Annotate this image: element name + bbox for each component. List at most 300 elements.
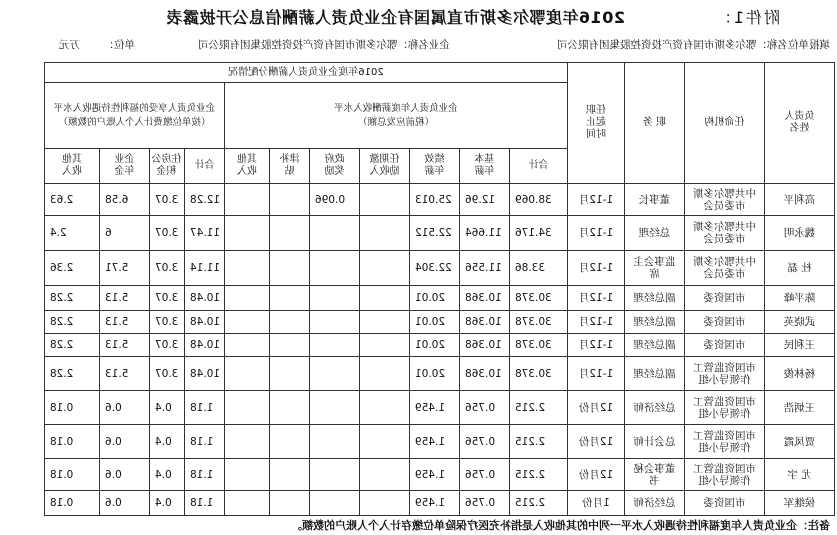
cell-value: 3.07	[155, 193, 179, 206]
cell-name	[765, 216, 835, 251]
cell-welfare-other	[44, 251, 99, 286]
cell-salary-total	[510, 251, 568, 286]
cell-welfare-other	[44, 491, 99, 516]
cell-position	[625, 184, 685, 216]
cell-name	[765, 391, 835, 425]
cell-performance-salary	[410, 459, 460, 491]
cell-salary-other	[225, 391, 270, 425]
footnote: 备注：企业负责人年度福利性待遇收入水平一列中的其他收入是指补充医疗保险单位缴存计入个人账户的数额。	[291, 519, 830, 532]
cell-annuity	[100, 286, 150, 311]
cell-tenure-incentive	[360, 251, 410, 286]
cell-performance-salary	[410, 286, 460, 311]
header-salary-total: 合计	[510, 149, 568, 184]
cell-value: 11.14	[190, 262, 221, 274]
cell-value: 12月份	[578, 401, 614, 414]
cell-performance-salary	[410, 334, 460, 357]
cell-value: 10.368	[465, 316, 502, 328]
cell-annuity	[100, 184, 150, 216]
header-housing-fund: 住房公积金	[150, 149, 185, 184]
table-row	[44, 391, 834, 425]
cell-value: 3.07	[155, 367, 179, 380]
cell-value: 5.13	[105, 292, 129, 304]
cell-value: 总会计师	[633, 435, 676, 448]
cell-welfare-other	[44, 184, 99, 216]
cell-value: 市国资监管工作领导小组	[693, 462, 757, 487]
table-row	[44, 286, 834, 311]
cell-value: 监事会主席	[633, 256, 676, 280]
cell-value: 2.36	[49, 262, 74, 274]
cell-term	[568, 425, 625, 459]
cell-welfare-total	[185, 391, 225, 425]
cell-value: 副总经理	[633, 316, 676, 328]
cell-gov-award	[310, 311, 360, 334]
cell-term	[568, 311, 625, 334]
cell-value: 3.07	[155, 316, 179, 328]
cell-salary-other	[225, 251, 270, 286]
cell-name	[765, 184, 835, 216]
cell-value: 总经济师	[633, 497, 676, 509]
header-row	[44, 63, 834, 83]
cell-value: 市国资委	[703, 339, 746, 351]
cell-value: 2.63	[49, 193, 74, 206]
page-title: 2016年度鄂尔多斯市直属国有企业负责人薪酬信息公开披露表	[165, 8, 625, 27]
cell-salary-other	[225, 216, 270, 251]
cell-tenure-incentive	[360, 391, 410, 425]
header-welfare-group	[44, 83, 224, 149]
cell-value: 11.47	[190, 227, 221, 239]
cell-value: 副总经理	[633, 339, 676, 351]
cell-welfare-other	[44, 391, 99, 425]
table-row	[44, 357, 834, 391]
cell-value: 0.18	[49, 401, 74, 414]
unit-label: 单位：	[103, 39, 135, 51]
cell-value: 3.07	[155, 262, 179, 274]
cell-value: 中共鄂尔多斯市委员会	[693, 221, 757, 245]
cell-term	[568, 491, 625, 516]
cell-value: 1-12月	[578, 316, 614, 328]
cell-name	[765, 311, 835, 334]
cell-tenure-incentive	[360, 459, 410, 491]
cell-name	[765, 491, 835, 516]
cell-name	[765, 357, 835, 391]
cell-appointing-body	[685, 184, 765, 216]
header-welfare-other: 其他收入	[44, 149, 99, 184]
cell-annuity	[100, 251, 150, 286]
cell-value: 董事会秘书	[633, 462, 676, 487]
header-name: 负责人姓名	[765, 63, 835, 184]
cell-housing-fund	[150, 459, 185, 491]
cell-salary-total	[510, 311, 568, 334]
cell-position	[625, 286, 685, 311]
table-row	[44, 251, 834, 286]
cell-annuity	[100, 334, 150, 357]
welfare-group-note: （按单位缴费计入个人账户的数额）	[58, 116, 211, 128]
cell-base-salary	[460, 311, 510, 334]
cell-value: 杨林俊	[783, 367, 816, 380]
cell-salary-total	[510, 286, 568, 311]
cell-annuity	[100, 425, 150, 459]
cell-value: 1-12月	[578, 367, 614, 380]
header-performance-salary: 绩效年薪	[410, 149, 460, 184]
cell-allowance	[270, 459, 310, 491]
cell-value: 1-12月	[578, 262, 614, 274]
cell-value: 总经理	[638, 227, 671, 239]
cell-value: 10.368	[465, 367, 502, 380]
cell-performance-salary	[410, 184, 460, 216]
cell-allowance	[270, 491, 310, 516]
header-tenure-incentive: 任期激励收入	[360, 149, 410, 184]
cell-position	[625, 491, 685, 516]
cell-base-salary	[460, 491, 510, 516]
cell-value: 1-12月	[578, 292, 614, 304]
cell-value: 20.01	[415, 316, 446, 328]
salary-group-note: （税前应发总额）	[358, 116, 435, 128]
cell-welfare-other	[44, 459, 99, 491]
table-row	[44, 425, 834, 459]
cell-value: 0.6	[105, 497, 122, 509]
cell-performance-salary	[410, 391, 460, 425]
table-row	[44, 311, 834, 334]
cell-value: 0.18	[49, 468, 74, 481]
cell-value: 1-12月	[578, 227, 614, 239]
cell-gov-award	[310, 184, 360, 216]
cell-value: 市国资委	[703, 316, 746, 328]
cell-salary-other	[225, 334, 270, 357]
cell-performance-salary	[410, 357, 460, 391]
header-position: 职 务	[625, 63, 685, 184]
cell-tenure-incentive	[360, 216, 410, 251]
cell-welfare-other	[44, 425, 99, 459]
header-distribution: 2016年度企业负责人薪酬分配情况	[44, 63, 567, 83]
cell-term	[568, 459, 625, 491]
cell-salary-other	[225, 491, 270, 516]
cell-salary-other	[225, 459, 270, 491]
cell-term	[568, 216, 625, 251]
cell-salary-other	[225, 357, 270, 391]
cell-allowance	[270, 286, 310, 311]
cell-tenure-incentive	[360, 491, 410, 516]
cell-value: 0.756	[465, 401, 496, 414]
cell-value: 6	[105, 227, 112, 239]
cell-housing-fund	[150, 334, 185, 357]
cell-value: 市国资委	[703, 292, 746, 304]
cell-value: 1-12月	[578, 339, 614, 351]
cell-name	[765, 334, 835, 357]
cell-housing-fund	[150, 184, 185, 216]
cell-salary-other	[225, 311, 270, 334]
cell-position	[625, 251, 685, 286]
cell-value: 22.512	[415, 227, 452, 239]
cell-value: 1月份	[582, 497, 610, 509]
cell-gov-award	[310, 357, 360, 391]
cell-value: 3.07	[155, 227, 179, 239]
cell-value: 11.664	[465, 227, 502, 239]
cell-value: 杜 磊	[787, 262, 812, 274]
cell-gov-award	[310, 286, 360, 311]
cell-position	[625, 216, 685, 251]
cell-appointing-body	[685, 391, 765, 425]
cell-value: 0.756	[465, 435, 496, 448]
cell-housing-fund	[150, 391, 185, 425]
cell-value: 30.378	[515, 292, 552, 304]
cell-annuity	[100, 491, 150, 516]
cell-housing-fund	[150, 357, 185, 391]
cell-performance-salary	[410, 425, 460, 459]
header-appointing-body: 任命机构	[685, 63, 765, 184]
cell-value: 30.378	[515, 339, 552, 351]
cell-name	[765, 459, 835, 491]
cell-housing-fund	[150, 286, 185, 311]
cell-value: 20.01	[415, 367, 446, 380]
table-row	[44, 459, 834, 491]
cell-housing-fund	[150, 425, 185, 459]
cell-value: 副总经理	[633, 367, 676, 380]
cell-gov-award	[310, 425, 360, 459]
cell-value: 2.215	[515, 401, 546, 414]
cell-value: 0.4	[155, 435, 172, 448]
cell-term	[568, 286, 625, 311]
cell-value: 魏永明	[783, 227, 816, 239]
cell-performance-salary	[410, 491, 460, 516]
cell-value: 10.48	[190, 339, 221, 351]
cell-value: 王利民	[783, 339, 816, 351]
header-term: 任职起止时间	[568, 63, 625, 184]
unit-value: 万元	[59, 39, 80, 51]
cell-tenure-incentive	[360, 184, 410, 216]
cell-value: 0.18	[49, 497, 74, 509]
cell-welfare-other	[44, 357, 99, 391]
header-allowance: 津补贴	[270, 149, 310, 184]
cell-salary-total	[510, 459, 568, 491]
cell-position	[625, 357, 685, 391]
cell-base-salary	[460, 459, 510, 491]
cell-annuity	[100, 459, 150, 491]
cell-value: 市国资监管工作领导小组	[693, 395, 757, 420]
table-body	[44, 184, 834, 516]
cell-annuity	[100, 391, 150, 425]
cell-appointing-body	[685, 216, 765, 251]
cell-welfare-total	[185, 334, 225, 357]
welfare-group-title: 企业负责人享受的福利性待遇收入水平	[53, 102, 216, 114]
header-salary-other: 其他收入	[225, 149, 270, 184]
cell-value: 2.4	[49, 227, 67, 239]
cell-gov-award	[310, 459, 360, 491]
cell-value: 30.378	[515, 367, 552, 380]
cell-value: 33.86	[515, 262, 546, 274]
cell-performance-salary	[410, 251, 460, 286]
cell-position	[625, 334, 685, 357]
cell-salary-other	[225, 425, 270, 459]
cell-value: 1-12月	[578, 193, 614, 206]
cell-value: 侯继军	[783, 497, 816, 509]
cell-value: 10.368	[465, 292, 502, 304]
cell-tenure-incentive	[360, 334, 410, 357]
cell-annuity	[100, 357, 150, 391]
reporting-unit: 填报单位名称：鄂尔多斯市国有资产投资控股集团有限公司	[557, 39, 830, 51]
cell-appointing-body	[685, 357, 765, 391]
cell-allowance	[270, 334, 310, 357]
cell-value: 12.96	[465, 193, 496, 206]
salary-table	[44, 62, 835, 516]
table-row	[44, 216, 834, 251]
cell-value: 6.58	[105, 193, 129, 206]
table-row	[44, 184, 834, 216]
cell-appointing-body	[685, 311, 765, 334]
cell-value: 市国资监管工作领导小组	[693, 429, 757, 454]
cell-position	[625, 311, 685, 334]
cell-value: 10.48	[190, 316, 221, 328]
cell-performance-salary	[410, 216, 460, 251]
cell-value: 20.01	[415, 339, 446, 351]
cell-value: 2.28	[49, 367, 74, 380]
cell-appointing-body	[685, 459, 765, 491]
cell-value: 0.6	[105, 401, 122, 414]
cell-value: 5.13	[105, 316, 129, 328]
cell-value: 0.4	[155, 468, 172, 481]
header-gov-award: 政府奖励	[310, 149, 360, 184]
cell-gov-award	[310, 334, 360, 357]
cell-name	[765, 425, 835, 459]
cell-base-salary	[460, 391, 510, 425]
cell-base-salary	[460, 425, 510, 459]
cell-housing-fund	[150, 251, 185, 286]
cell-value: 董事长	[638, 193, 671, 206]
cell-base-salary	[460, 251, 510, 286]
table-row	[44, 491, 834, 516]
cell-value: 0.4	[155, 401, 172, 414]
cell-value: 1.459	[415, 401, 446, 414]
cell-value: 2.215	[515, 435, 546, 448]
cell-annuity	[100, 216, 150, 251]
cell-value: 2.28	[49, 339, 74, 351]
company-name: 企业名称：鄂尔多斯市国有资产投资控股集团有限公司	[198, 39, 450, 51]
cell-gov-award	[310, 216, 360, 251]
cell-base-salary	[460, 357, 510, 391]
cell-value: 0.756	[465, 468, 496, 481]
salary-group-title: 企业负责人年度薪酬收入水平	[334, 102, 458, 114]
cell-performance-salary	[410, 311, 460, 334]
cell-name	[765, 251, 835, 286]
cell-welfare-total	[185, 216, 225, 251]
cell-welfare-total	[185, 357, 225, 391]
cell-value: 1.459	[415, 468, 446, 481]
cell-term	[568, 391, 625, 425]
cell-welfare-total	[185, 425, 225, 459]
cell-value: 25.013	[415, 193, 452, 206]
cell-value: 0.756	[465, 497, 496, 509]
cell-welfare-total	[185, 459, 225, 491]
cell-allowance	[270, 184, 310, 216]
cell-position	[625, 459, 685, 491]
table-row	[44, 334, 834, 357]
cell-gov-award	[310, 391, 360, 425]
cell-value: 武晓英	[783, 316, 816, 328]
cell-name	[765, 286, 835, 311]
cell-appointing-body	[685, 286, 765, 311]
cell-value: 2.28	[49, 292, 74, 304]
cell-value: 10.48	[190, 292, 221, 304]
cell-salary-total	[510, 425, 568, 459]
cell-value: 尤 宇	[787, 468, 812, 481]
cell-value: 2.215	[515, 497, 546, 509]
cell-value: 3.07	[155, 339, 179, 351]
header-base-salary: 基本年薪	[460, 149, 510, 184]
cell-term	[568, 251, 625, 286]
cell-appointing-body	[685, 491, 765, 516]
cell-term	[568, 334, 625, 357]
cell-housing-fund	[150, 491, 185, 516]
header-salary-group	[225, 83, 568, 149]
cell-annuity	[100, 311, 150, 334]
cell-appointing-body	[685, 334, 765, 357]
cell-allowance	[270, 391, 310, 425]
cell-value: 22.304	[415, 262, 452, 274]
cell-base-salary	[460, 216, 510, 251]
cell-allowance	[270, 357, 310, 391]
cell-value: 市国资监管工作领导小组	[693, 361, 757, 386]
cell-value: 2.28	[49, 316, 74, 328]
cell-base-salary	[460, 184, 510, 216]
cell-term	[568, 184, 625, 216]
cell-value: 1.18	[190, 401, 214, 414]
cell-position	[625, 425, 685, 459]
cell-value: 1.459	[415, 497, 446, 509]
cell-welfare-total	[185, 286, 225, 311]
cell-tenure-incentive	[360, 425, 410, 459]
cell-welfare-total	[185, 251, 225, 286]
cell-value: 中共鄂尔多斯市委员会	[693, 187, 757, 212]
cell-value: 0.6	[105, 468, 122, 481]
cell-value: 3.07	[155, 292, 179, 304]
cell-value: 高利平	[783, 193, 816, 206]
cell-base-salary	[460, 286, 510, 311]
cell-base-salary	[460, 334, 510, 357]
cell-housing-fund	[150, 216, 185, 251]
header-welfare-total: 合计	[185, 149, 225, 184]
cell-gov-award	[310, 251, 360, 286]
cell-gov-award	[310, 491, 360, 516]
cell-value: 0.6	[105, 435, 122, 448]
cell-value: 0.18	[49, 435, 74, 448]
cell-value: 总经济师	[633, 401, 676, 414]
cell-welfare-other	[44, 311, 99, 334]
header-annuity: 企业年金	[100, 149, 150, 184]
cell-housing-fund	[150, 311, 185, 334]
cell-allowance	[270, 425, 310, 459]
cell-allowance	[270, 216, 310, 251]
cell-value: 10.48	[190, 367, 221, 380]
cell-welfare-total	[185, 184, 225, 216]
table-header	[44, 63, 834, 184]
cell-value: 陈平峰	[783, 292, 816, 304]
cell-value: 1.459	[415, 435, 446, 448]
cell-value: 12月份	[578, 468, 614, 481]
cell-value: 0.4	[155, 497, 172, 509]
cell-salary-total	[510, 391, 568, 425]
cell-value: 市国资委	[703, 497, 746, 509]
cell-salary-total	[510, 184, 568, 216]
cell-value: 0.096	[315, 193, 346, 206]
cell-value: 1.18	[190, 468, 214, 481]
cell-tenure-incentive	[360, 286, 410, 311]
cell-welfare-other	[44, 334, 99, 357]
cell-salary-total	[510, 357, 568, 391]
cell-welfare-total	[185, 311, 225, 334]
cell-value: 1.18	[190, 497, 214, 509]
cell-value: 5.13	[105, 339, 129, 351]
cell-value: 30.378	[515, 316, 552, 328]
cell-salary-total	[510, 334, 568, 357]
